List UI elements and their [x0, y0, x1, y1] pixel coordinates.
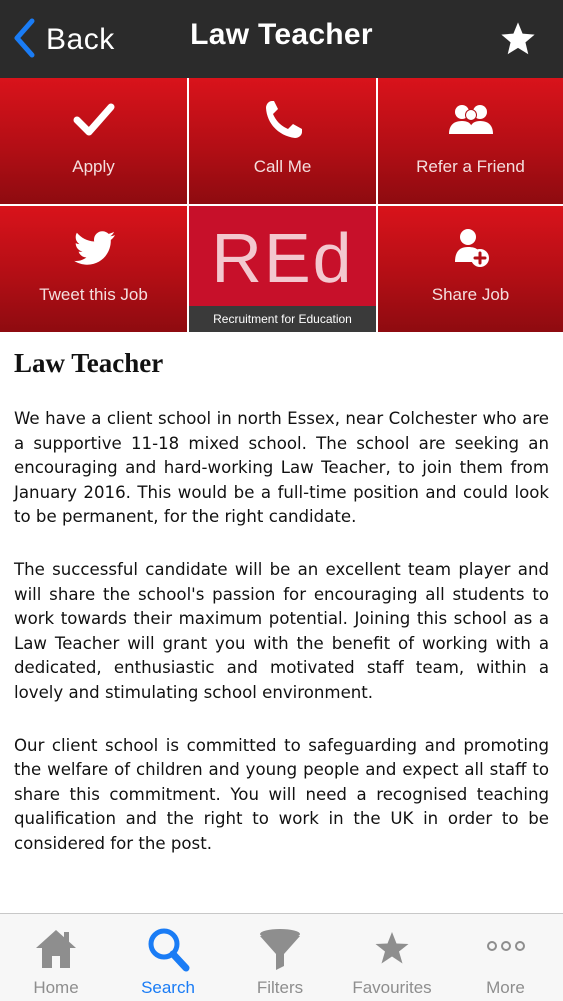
tab-bar: [0, 913, 563, 1001]
job-description: [14, 340, 549, 885]
share-job-label: Share Job: [431, 285, 510, 304]
logo-tagline: Recruitment for Education: [189, 306, 376, 332]
apply-label: Apply: [72, 157, 115, 176]
tab-more-label: More: [486, 978, 525, 997]
page-title: Law Teacher: [190, 18, 373, 51]
twitter-icon: [0, 226, 187, 270]
tab-favourites-label: Favourites: [352, 978, 432, 997]
call-me-button[interactable]: [189, 78, 376, 204]
refer-a-friend-label: Refer a Friend: [416, 157, 525, 176]
job-paragraph: The successful candidate will be an excellent team player and will share the school's passion for encouraging all students to work towards their maximum potential. Joining this school as a Law Teacher will grant you with the benefit of working with a dedicated, enthusiastic and motivated staff team, within a lovely and stimulating school environment.: [14, 559, 549, 702]
favourite-button[interactable]: [499, 20, 537, 58]
job-paragraph: Our client school is committed to safeguarding and promoting the welfare of children and young people and expect all staff to share this commitment. You will need a recognised teaching qualification and the right to work in the UK in order to be considered for the post.: [14, 735, 549, 853]
tab-search-label: Search: [141, 978, 195, 997]
add-user-icon: [378, 226, 563, 270]
funnel-icon: [224, 924, 336, 974]
tab-filters[interactable]: [224, 914, 336, 1001]
search-icon: [112, 924, 224, 974]
refer-a-friend-button[interactable]: [378, 78, 563, 204]
job-heading: Law Teacher: [14, 348, 164, 378]
more-icon: [448, 924, 563, 974]
tab-more[interactable]: [448, 914, 563, 1001]
tweet-job-button[interactable]: [0, 206, 187, 332]
logo-text: REd: [211, 219, 354, 297]
home-icon: [0, 924, 112, 974]
share-job-button[interactable]: [378, 206, 563, 332]
tab-favourites[interactable]: [336, 914, 448, 1001]
back-label: Back: [46, 23, 115, 56]
job-paragraph: We have a client school in north Essex, near Colchester who are a supportive 11-18 mixed school. The school are seeking an encouraging and hard-working Law Teacher, to join them from January 2016. This would be a full-time position and could look to be permanent, for the right candidate.: [14, 409, 549, 527]
phone-icon: [189, 98, 376, 142]
star-icon: [499, 45, 537, 62]
call-me-label: Call Me: [253, 157, 312, 176]
tab-home[interactable]: [0, 914, 112, 1001]
nav-bar: [0, 0, 563, 78]
apply-button[interactable]: [0, 78, 187, 204]
tab-home-label: Home: [33, 978, 79, 997]
red-logo: [189, 206, 376, 332]
tab-search[interactable]: [112, 914, 224, 1001]
people-icon: [378, 98, 563, 142]
action-grid: [0, 78, 563, 332]
tweet-job-label: Tweet this Job: [39, 285, 148, 304]
star-icon: [336, 924, 448, 974]
checkmark-icon: [0, 98, 187, 142]
tab-filters-label: Filters: [256, 978, 304, 997]
